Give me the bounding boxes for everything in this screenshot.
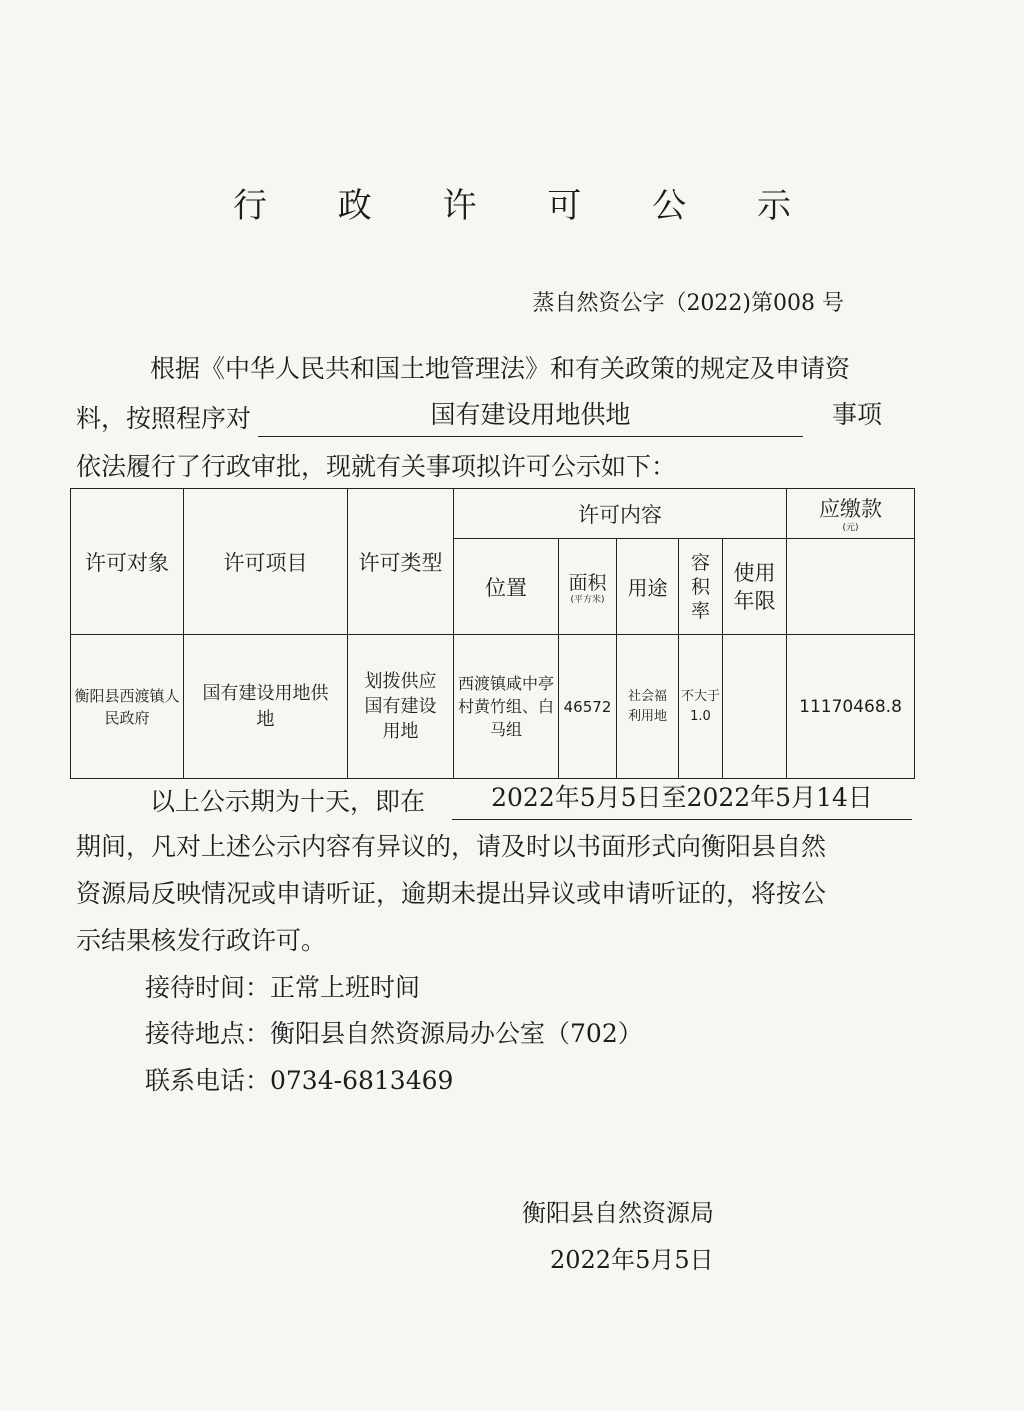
body-line-1: 期间，凡对上述公示内容有异议的，请及时以书面形式向衡阳县自然: [76, 832, 827, 861]
intro-line-1: 根据《中华人民共和国土地管理法》和有关政策的规定及申请资: [150, 354, 851, 383]
header-target: 许可对象: [71, 489, 184, 635]
header-far-char: 积: [690, 575, 710, 598]
header-location: 位置: [454, 539, 559, 635]
header-type: 许可类型: [348, 489, 454, 635]
cell-target: 衡阳县西渡镇人民政府: [71, 635, 184, 779]
body-line-2: 资源局反映情况或申请听证，逾期未提出异议或申请听证的，将按公: [76, 879, 827, 908]
issuer: 衡阳县自然资源局: [522, 1199, 714, 1227]
header-far-char: 容: [690, 551, 710, 574]
intro-line-2-prefix: 料，按照程序对: [76, 404, 252, 433]
reception-time: 接待时间：正常上班时间: [145, 973, 421, 1002]
cell-location: 西渡镇咸中亭村黄竹组、白马组: [454, 635, 559, 779]
header-term-line: 使用: [733, 560, 776, 585]
header-area: [559, 539, 617, 635]
intro-line-3: 依法履行了行政审批，现就有关事项拟许可公示如下：: [76, 452, 677, 481]
header-fee-label: 应缴款: [819, 497, 883, 521]
page-title: 行 政 许 可 公 示: [232, 186, 822, 226]
header-fee-unit: (元): [842, 523, 859, 533]
cell-use: 社会福利用地: [617, 635, 679, 779]
reception-place: 接待地点：衡阳县自然资源局办公室（702）: [145, 1019, 643, 1048]
document-number: 蒸自然资公字（2022)第008 号: [532, 291, 844, 316]
period-dates: 2022年5月5日至2022年5月14日: [452, 783, 912, 820]
period-prefix: 以上公示期为十天，即在: [150, 787, 426, 816]
body-line-3: 示结果核发行政许可。: [76, 926, 327, 955]
matter-field: 国有建设用地供地: [258, 400, 803, 437]
intro-line-2-suffix: 事项: [832, 400, 883, 429]
permit-table: [70, 488, 915, 779]
header-area-label: 面积: [568, 571, 607, 594]
cell-term: [723, 635, 787, 779]
header-area-unit: (平方米): [570, 594, 605, 605]
header-use: 用途: [617, 539, 679, 635]
header-term: [723, 539, 787, 635]
header-item: 许可项目: [184, 489, 348, 635]
header-content: 许可内容: [454, 489, 787, 539]
cell-fee: 11170468.8: [787, 635, 915, 779]
header-far-char: 率: [690, 599, 710, 622]
cell-area: 46572: [559, 635, 617, 779]
header-term-line: 年限: [733, 588, 776, 613]
header-far: [679, 539, 723, 635]
issue-date: 2022年5月5日: [550, 1246, 714, 1274]
cell-type: 划拨供应国有建设用地: [348, 635, 454, 779]
cell-item: 国有建设用地供地: [184, 635, 348, 779]
header-fee: [787, 489, 915, 539]
header-fee-blank: [787, 539, 915, 635]
cell-far: 不大于1.0: [679, 635, 723, 779]
contact-phone: 联系电话：0734-6813469: [145, 1066, 454, 1095]
